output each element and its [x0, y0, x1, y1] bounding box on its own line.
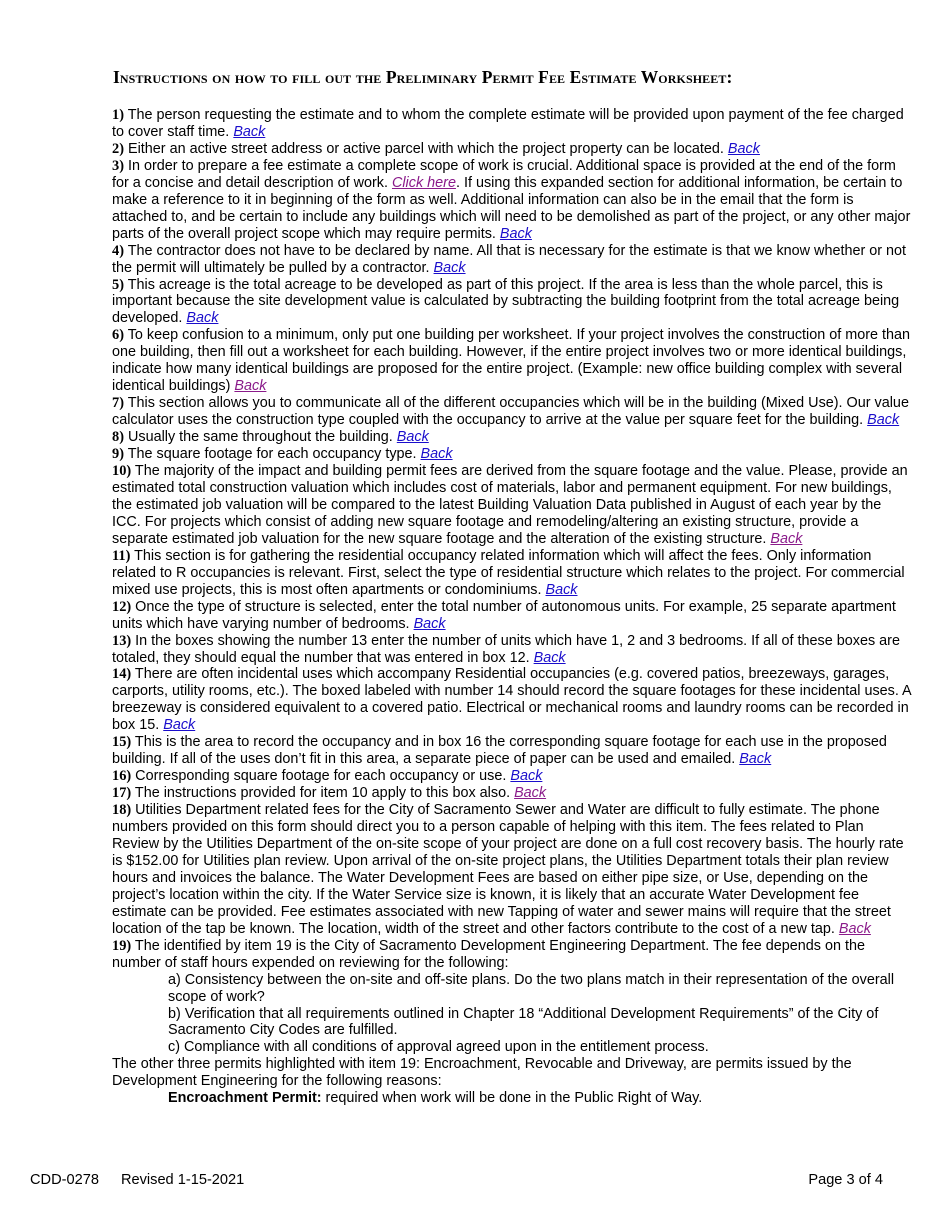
item-text: The square footage for each occupancy type.	[124, 446, 421, 463]
item-number: 8)	[112, 429, 124, 446]
item-number: 16)	[112, 768, 132, 785]
item-text: . If using this expanded section for additional information, be certain to make a reference to it in beginning of the form as well. Additional information can also be in the email that the form is attached to, and be certain to include any buildings which will need to be demolished as part of the project, or any other major parts of the overall project scope which may require permits.	[112, 174, 911, 242]
item-number: 14)	[112, 666, 132, 683]
item-text: Utilities Department related fees for the City of Sacramento Sewer and Water are difficult to fully estimate. The phone numbers provided on this form should direct you to a person capable of helping with this item. The fees related to Plan Review by the Utilities Department of the on-site scope of your project are done on a full cost recovery basis. The hourly rate is $152.00 for Utilities plan review. Upon arrival of the on-site project plans, the Utilities Department totals their plan review hours and invoices the balance. The Water Development Fees are based on either pipe size, or Use, depending on the project’s location within the city. If the Water Service size is known, it is likely that an accurate Water Development fee estimate can be provided. Fee estimates associated with new Tapping of water and sewer mains will require that the street location of the tap be known. The location, width of the street and other factors contribute to the cost of a new tap.	[112, 802, 904, 937]
instruction-item-5	[112, 277, 912, 328]
form-id: CDD-0278	[30, 1172, 99, 1188]
instruction-item-3	[112, 158, 912, 243]
item-text: Usually the same throughout the building.	[124, 429, 397, 446]
page-title: Instructions on how to fill out the Preliminary Permit Fee Estimate Worksheet:	[113, 67, 733, 87]
item-number: 18)	[112, 802, 132, 819]
revision-date: Revised 1-15-2021	[120, 1172, 245, 1188]
instruction-item-2	[112, 141, 912, 158]
back-link[interactable]: Back	[420, 446, 453, 463]
instruction-item-1	[112, 107, 912, 141]
back-link[interactable]: Back	[727, 140, 760, 157]
back-link[interactable]: Back	[234, 378, 267, 395]
item-text: To keep confusion to a minimum, only put one building per worksheet. If your project involves the construction of more than one building, then fill out a worksheet for each building. However, if the entire project involves two or more identical buildings, indicate how many identical buildings are proposed for the entire project. (Example: new office building complex with several identical buildings)	[112, 327, 911, 395]
encroachment-label: Encroachment Permit:	[168, 1090, 322, 1107]
instruction-item-11	[112, 548, 912, 599]
item-number: 3)	[112, 157, 124, 174]
back-link[interactable]: Back	[233, 123, 266, 140]
back-link[interactable]: Back	[433, 259, 466, 276]
instruction-item-16	[112, 768, 912, 785]
item-text: This section is for gathering the residential occupancy related information which will affect the fees. Only information related to R occupancies is relevant. First, select the type of residential structure which relates to the project. For commercial mixed use projects, this is most often apartments or condominiums.	[112, 547, 905, 598]
back-link[interactable]: Back	[413, 615, 446, 632]
item-number: 1)	[112, 107, 124, 123]
item-number: 10)	[112, 463, 132, 480]
item-number: 13)	[112, 632, 132, 649]
instruction-item-19	[112, 938, 912, 972]
item-text: Corresponding square footage for each occupancy or use.	[131, 768, 511, 785]
back-link[interactable]: Back	[163, 717, 196, 734]
sub-item-a: a) Consistency between the on-site and off-site plans. Do the two plans match in their representation of the overall scope of work?	[168, 971, 895, 1005]
item-text: This is the area to record the occupancy and in box 16 the corresponding square footage for each use in the proposed building. If all of the uses don’t fit in this area, a separate piece of paper can be used and emailed.	[112, 734, 887, 768]
back-link[interactable]: Back	[514, 785, 547, 802]
instruction-item-9	[112, 446, 912, 463]
click-here-link[interactable]: Click here	[391, 174, 456, 191]
instruction-item-17	[112, 785, 912, 802]
back-link[interactable]: Back	[545, 581, 578, 598]
item-text: In order to prepare a fee estimate a complete scope of work is crucial. Additional space is provided at the end of the form for a concise and detail description of work.	[112, 157, 896, 191]
instruction-item-10	[112, 463, 912, 548]
item-number: 11)	[112, 547, 131, 564]
item-number: 15)	[112, 734, 132, 751]
back-link[interactable]: Back	[510, 768, 543, 785]
instruction-item-8	[112, 429, 912, 446]
item-text: The identified by item 19 is the City of Sacramento Development Engineering Department. The fee depends on the number of staff hours expended on reviewing for the following:	[112, 937, 866, 971]
item-number: 17)	[112, 785, 132, 802]
back-link[interactable]: Back	[867, 412, 900, 429]
encroachment-permit	[112, 1090, 912, 1107]
encroachment-text: required when work will be done in the Public Right of Way.	[321, 1090, 703, 1107]
back-link[interactable]: Back	[396, 429, 429, 446]
item-text: This section allows you to communicate all of the different occupancies which will be in the building (Mixed Use). Our value calculator uses the construction type coupled with the occupancy to arrive at the value per square feet for the building.	[112, 395, 909, 429]
instruction-item-13	[112, 633, 912, 667]
instruction-item-18	[112, 802, 912, 938]
item-number: 5)	[112, 276, 124, 293]
back-link[interactable]: Back	[838, 920, 871, 937]
item-number: 7)	[112, 395, 124, 412]
page-number: Page 3 of 4	[808, 1172, 883, 1188]
instruction-item-7	[112, 395, 912, 429]
instruction-item-12	[112, 599, 912, 633]
back-link[interactable]: Back	[533, 649, 566, 666]
back-link[interactable]: Back	[186, 310, 219, 327]
instruction-item-6	[112, 327, 912, 395]
instructions-body	[112, 107, 912, 1107]
instruction-item-4	[112, 243, 912, 277]
item-text: In the boxes showing the number 13 enter the number of units which have 1, 2 and 3 bedrooms. If all of these boxes are totaled, they should equal the number that was entered in box 12.	[112, 632, 900, 666]
item-text: The contractor does not have to be declared by name. All that is necessary for the estimate is that we know whether or not the permit will ultimately be pulled by a contractor.	[112, 242, 907, 276]
item-text: The instructions provided for item 10 apply to this box also.	[131, 785, 515, 802]
item-text: This acreage is the total acreage to be developed as part of this project. If the area is less than the whole parcel, this is important because the site development value is calculated by subtracting the building footprint from the total acreage being developed.	[112, 276, 900, 327]
item-number: 19)	[112, 937, 132, 954]
back-link[interactable]: Back	[739, 751, 772, 768]
item-text: The person requesting the estimate and to whom the complete estimate will be provided upon payment of the fee charged to cover staff time.	[112, 107, 904, 140]
item-text: There are often incidental uses which accompany Residential occupancies (e.g. covered patios, breezeways, garages, carports, utility rooms, etc.). The boxed labeled with number 14 should record the square footages for these incidental uses. A breezeway is considered equivalent to a covered patio. Electrical or mechanical rooms and laundry rooms can be recorded in box 15.	[112, 666, 911, 734]
sub-item-c: c) Compliance with all conditions of approval agreed upon in the entitlement process.	[168, 1039, 709, 1056]
item-number: 12)	[112, 598, 132, 615]
instruction-item-14	[112, 666, 912, 734]
back-link[interactable]: Back	[770, 530, 803, 547]
item-number: 9)	[112, 446, 124, 463]
item-number: 4)	[112, 242, 124, 259]
item-number: 2)	[112, 140, 124, 157]
back-link[interactable]: Back	[499, 225, 532, 242]
item-text: The majority of the impact and building permit fees are derived from the square footage and the value. Please, provide an estimated total construction valuation which includes cost of materials, labor and permanent equipment. For new buildings, the estimated job valuation will be compared to the latest Building Valuation Data published in August of each year by the ICC. For projects which consist of adding new square footage and remodeling/altering an existing structure, provide a separate estimated job valuation for the new square footage and the alteration of the existing structure.	[112, 463, 908, 547]
item-text: Either an active street address or active parcel with which the project property can be located.	[124, 140, 728, 157]
footer-form-info	[30, 1172, 244, 1188]
other-permits-text: The other three permits highlighted with item 19: Encroachment, Revocable and Driveway, are permits issued by the Development Engineering for the following reasons:	[112, 1056, 852, 1090]
sub-item-b: b) Verification that all requirements outlined in Chapter 18 “Additional Development Requirements” of the City of Sacramento City Codes are fulfilled.	[168, 1005, 879, 1039]
instruction-item-15	[112, 734, 912, 768]
item-number: 6)	[112, 327, 124, 344]
item-text: Once the type of structure is selected, enter the total number of autonomous units. For example, 25 separate apartment units which have varying number of bedrooms.	[112, 598, 896, 632]
